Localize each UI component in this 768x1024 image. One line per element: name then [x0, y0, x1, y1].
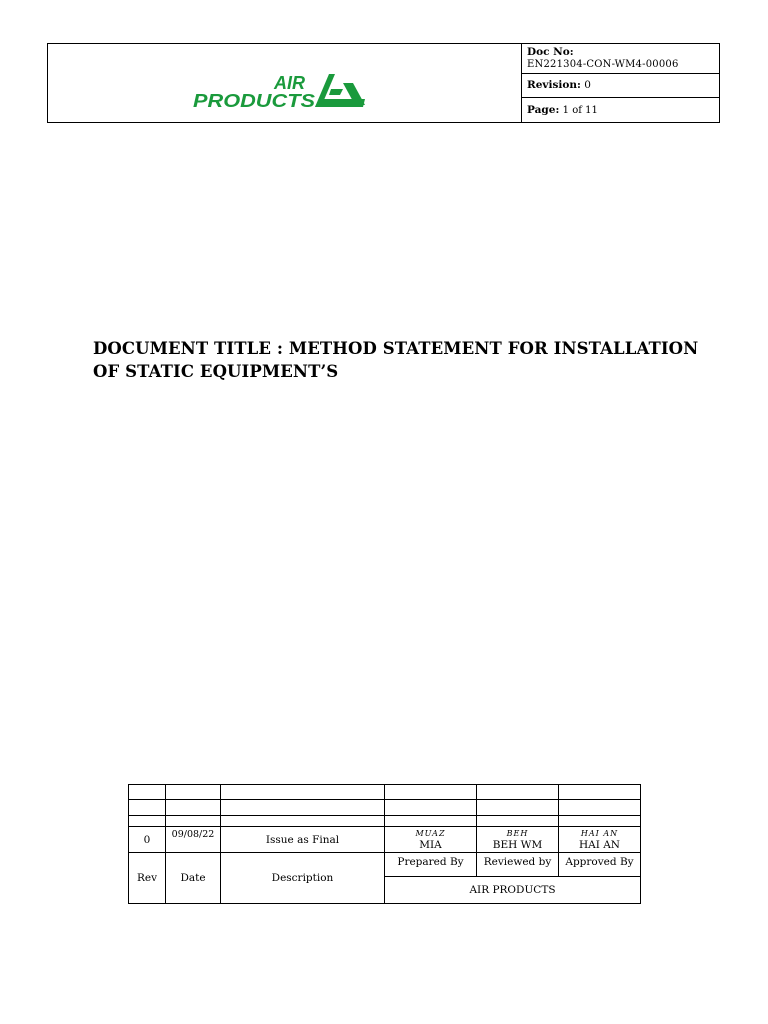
revision-value: 0 — [584, 79, 591, 91]
revision-cell — [522, 74, 719, 98]
prepared-by-header: Prepared By — [385, 853, 477, 877]
table-row-header — [129, 853, 641, 877]
doc-no-cell — [522, 44, 719, 74]
reviewed-cell — [477, 827, 559, 853]
document-title — [93, 337, 713, 383]
logo-triangle-icon — [315, 74, 365, 107]
description-cell: Issue as Final — [221, 827, 385, 853]
approved-by-header: Approved By — [559, 853, 641, 877]
table-row-blank — [129, 816, 641, 827]
table-row-blank — [129, 800, 641, 816]
page-label: Page: — [527, 104, 560, 116]
approved-cell — [559, 827, 641, 853]
air-products-logo — [193, 71, 373, 113]
table-row-blank — [129, 785, 641, 800]
rev-header: Rev — [129, 853, 166, 904]
reviewed-by-header: Reviewed by — [477, 853, 559, 877]
logo-line-air: AIR — [274, 73, 305, 93]
date-header: Date — [166, 853, 221, 904]
document-title-line-1: DOCUMENT TITLE : METHOD STATEMENT FOR INSTALLATION — [93, 339, 699, 358]
page-value: 1 of 11 — [562, 105, 598, 116]
approved-name: HAI AN — [579, 838, 620, 851]
doc-meta-column — [521, 44, 719, 122]
page-cell — [522, 98, 719, 122]
revision-table — [128, 784, 641, 904]
approved-signature: HAI AN — [580, 828, 619, 838]
logo-line-products: PRODUCTS — [193, 91, 315, 111]
doc-no-label: Doc No: — [527, 46, 574, 58]
logo-area — [48, 44, 521, 122]
description-header: Description — [221, 853, 385, 904]
prepared-cell — [385, 827, 477, 853]
rev-cell: 0 — [129, 827, 166, 853]
reviewed-signature: BEH — [506, 828, 529, 838]
prepared-signature: MUAZ — [415, 828, 446, 838]
table-row-revision-0 — [129, 827, 641, 853]
reviewed-name: BEH WM — [492, 838, 543, 851]
date-cell: 09/08/22 — [166, 827, 221, 853]
revision-label: Revision: — [527, 79, 581, 91]
company-cell: AIR PRODUCTS — [385, 877, 641, 904]
document-header — [47, 43, 720, 123]
document-title-line-2: OF STATIC EQUIPMENT’S — [93, 362, 339, 381]
doc-no-value: EN221304-CON-WM4-00006 — [527, 59, 679, 70]
prepared-name: MIA — [419, 838, 442, 851]
